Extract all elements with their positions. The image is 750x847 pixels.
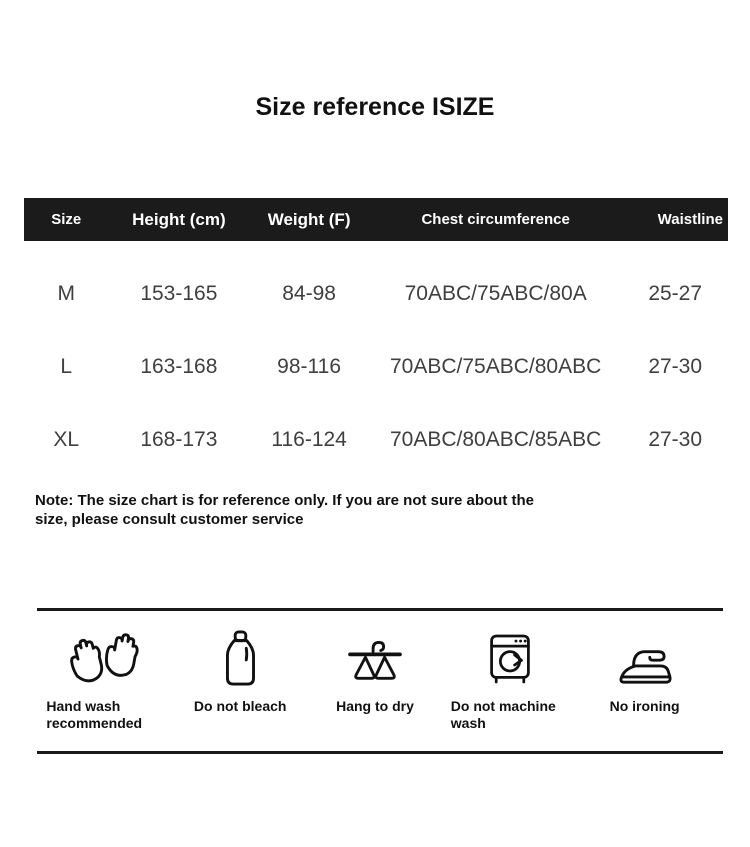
care-item-do-not-bleach [173,630,308,731]
cell-size: L [60,354,73,378]
cell-waistline: 25-27 [648,281,703,305]
size-note-line2: size, please consult customer service [35,510,304,528]
size-note [35,492,534,529]
cell-height: 168-173 [140,427,218,451]
care-item-do-not-machine-wash [442,630,577,731]
care-instructions-row [38,630,712,731]
do-not-bleach-icon [222,630,258,686]
cell-height: 153-165 [140,281,218,305]
care-label: Hand wash recommended [46,698,143,731]
cell-height: 163-168 [140,354,218,378]
table-row-xl [24,403,728,476]
size-note-line1: Note: The size chart is for reference only. If you are not sure about the [35,492,534,509]
no-ironing-icon [616,630,674,686]
care-item-hand-wash [38,630,173,731]
header-cell-chest: Chest circumference [421,211,570,228]
page-title: Size reference ISIZE [255,93,495,121]
hand-wash-icon [68,630,142,686]
header-cell-weight: Weight (F) [267,209,351,229]
header-cell-waistline: Waistline [657,211,723,228]
do-not-machine-wash-icon [487,630,533,686]
size-table-body [24,241,728,476]
care-label: No ironing [609,698,680,714]
cell-chest: 70ABC/75ABC/80ABC [390,354,602,378]
header-cell-size: Size [51,211,82,228]
cell-weight: 116-124 [271,427,347,451]
hang-to-dry-icon [346,630,404,686]
divider-bottom [37,751,723,754]
table-row-m [24,257,728,330]
care-item-hang-to-dry [308,630,443,731]
cell-chest: 70ABC/80ABC/85ABC [390,427,602,451]
care-label: Do not bleach [193,698,287,714]
size-table-header [24,198,728,241]
cell-waistline: 27-30 [648,427,703,451]
cell-size: M [57,281,75,305]
table-row-l [24,330,728,403]
cell-weight: 98-116 [277,354,342,378]
header-cell-height: Height (cm) [132,209,226,229]
care-item-no-ironing [577,630,712,731]
size-table [24,198,728,476]
cell-size: XL [53,427,80,451]
care-label: Do not machine wash [450,698,556,731]
cell-chest: 70ABC/75ABC/80A [404,281,587,305]
divider-top [37,608,723,611]
care-label: Hang to dry [336,698,414,714]
cell-weight: 84-98 [282,281,336,305]
cell-waistline: 27-30 [648,354,703,378]
